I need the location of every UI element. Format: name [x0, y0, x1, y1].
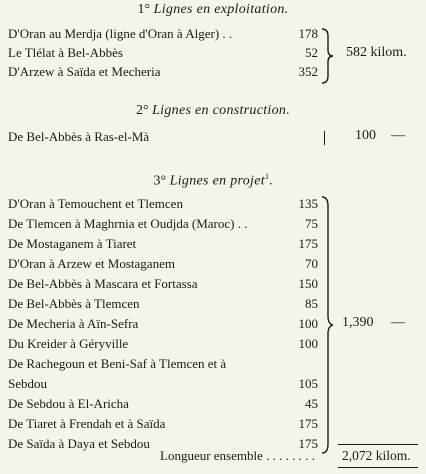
section-3-number: 3° — [153, 173, 167, 189]
row-label: De Mecheria à Aïn-Sefra — [8, 316, 139, 331]
row-value: 100 — [298, 336, 318, 351]
row-value: 178 — [298, 26, 318, 41]
row-label: De Mostaganem à Tiaret — [8, 236, 137, 251]
table-row — [0, 196, 426, 216]
row-value: 52 — [305, 45, 318, 60]
row-label: Sebdou — [8, 376, 47, 391]
row-label: De Bel-Abbès à Tlemcen — [8, 296, 140, 311]
table-row — [0, 256, 426, 276]
section-2-total: 100 — [355, 128, 376, 143]
table-row — [0, 216, 426, 236]
section-2-heading — [0, 103, 426, 119]
row-label: De Saïda à Daya et Sebdou — [8, 436, 150, 451]
row-label: Du Kreider à Géryville — [8, 336, 129, 351]
row-value: 135 — [298, 196, 318, 211]
row-value: 175 — [298, 416, 318, 431]
row-label: De Bel-Abbès à Mascara et Fortassa — [8, 276, 198, 291]
row-value: 352 — [298, 64, 318, 79]
row-value: 70 — [305, 256, 318, 271]
brace-line — [324, 131, 325, 145]
row-label: De Sebdou à El-Aricha — [8, 396, 129, 411]
row-label: Le Tlélat à Bel-Abbès — [8, 45, 123, 60]
section-2-dash: — — [391, 128, 405, 143]
section-3-title: Lignes en projet — [169, 173, 265, 189]
summary-label — [160, 448, 315, 464]
footnote-mark: 1 — [264, 172, 269, 181]
section-1-title: Lignes en exploitation. — [153, 2, 289, 17]
table-row — [0, 64, 426, 84]
section-1-number: 1° — [137, 2, 151, 17]
row-value: 100 — [298, 316, 318, 331]
table-row — [0, 376, 426, 396]
row-label: D'Oran à Temouchent et Tlemcen — [8, 196, 183, 211]
row-label: De Tlemcen à Maghrnia et Oudjda (Maroc) . . — [8, 216, 248, 231]
table-row — [0, 276, 426, 296]
table-row — [0, 336, 426, 356]
section-3-dash: — — [391, 315, 405, 330]
table-row — [0, 296, 426, 316]
row-value: 75 — [305, 216, 318, 231]
row-value: 85 — [305, 296, 318, 311]
section-1-total: 582 kilom. — [346, 45, 407, 60]
summary-label-leader: . . . . . . . . — [262, 448, 315, 463]
row-label: D'Oran au Merdja (ligne d'Oran à Alger) . . — [8, 26, 233, 41]
summary-label-text: Longueur ensemble — [160, 448, 263, 463]
summary-total: 2,072 kilom. — [342, 448, 411, 463]
row-label: De Tiaret à Frendah et à Saïda — [8, 416, 166, 431]
section-3-brace — [320, 196, 334, 454]
row-label: D'Oran à Arzew et Mostaganem — [8, 256, 175, 271]
section-3-heading — [0, 172, 426, 190]
section-3-total: 1,390 — [342, 315, 374, 330]
table-row — [0, 356, 426, 376]
row-label: D'Arzew à Saïda et Mecheria — [8, 64, 161, 79]
row-label: De Rachegoun et Beni-Saf à Tlemcen et à — [8, 356, 227, 371]
table-row — [0, 26, 426, 46]
section-1-heading — [0, 2, 426, 18]
table-row — [0, 396, 426, 416]
row-value: 150 — [298, 276, 318, 291]
section-3-title-end: . — [268, 173, 273, 189]
section-2-title: Lignes en construction. — [152, 103, 291, 118]
row-value: 175 — [298, 436, 318, 451]
row-value: 45 — [305, 396, 318, 411]
table-row — [0, 416, 426, 436]
summary-rule-bottom — [338, 467, 418, 468]
section-1-brace — [320, 28, 334, 84]
table-row — [0, 236, 426, 256]
section-2-number: 2° — [135, 103, 149, 118]
row-label: De Bel-Abbès à Ras-el-Mà — [8, 129, 150, 144]
summary-rule-top — [338, 444, 418, 445]
row-value: 175 — [298, 236, 318, 251]
row-value: 105 — [298, 376, 318, 391]
